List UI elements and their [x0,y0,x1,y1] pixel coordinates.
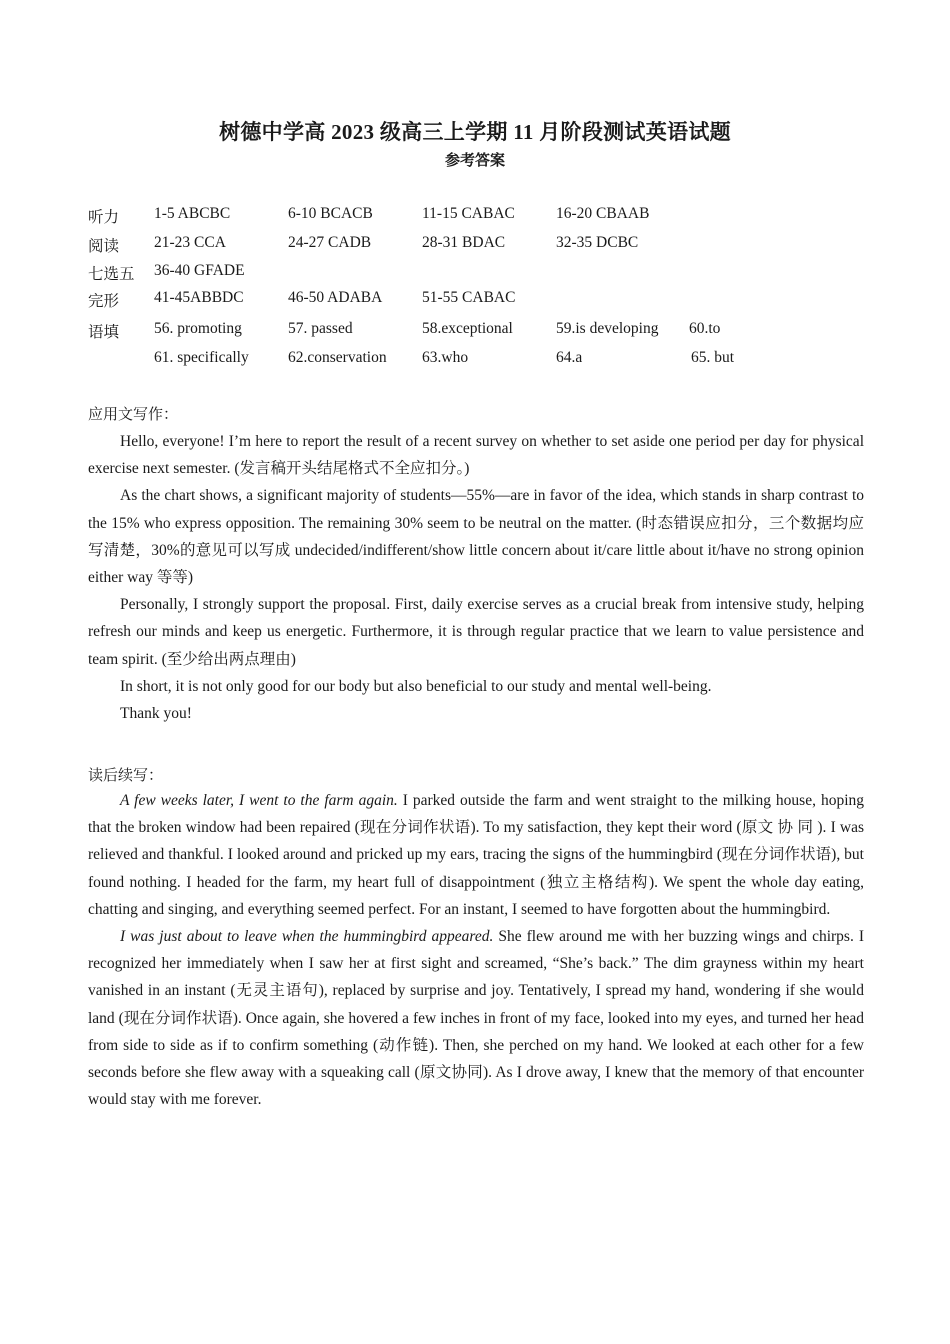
paragraph [88,923,864,1113]
answer-item: 63.who [422,349,469,366]
answer-item: 6-10 BCACB [288,205,373,222]
answer-item: 60.to [689,320,721,337]
paragraph: In short, it is not only good for our body but also beneficial to our study and mental well-being. [120,677,712,695]
answer-label: 听力 [88,209,120,226]
answer-item: 64.a [556,349,583,366]
answer-item: 58.exceptional [422,320,513,337]
paragraph: Personally, I strongly support the proposal. First, daily exercise serves as a crucial break from intensive study, helping refresh our minds and keep us energetic. Furthermore, it is through regular practice that we learn to value persistence and team spirit. (至少给出两点理由) [88,596,864,668]
answer-item: 61. specifically [154,349,249,366]
paragraph-lead-sentence: I was just about to leave when the hummingbird appeared. [120,928,494,946]
answer-row-grammar [88,320,868,342]
answer-item: 36-40 GFADE [154,262,245,279]
paragraph-body: She flew around me with her buzzing wings and chirps. I recognized her immediately when I saw her at first sight and screamed, “She’s back.” The dim grayness within my heart vanished in an instant (无灵主语句), replaced by surprise and joy. Tentatively, I spread my hand, wondering if she would land (现在分词作状语). Once again, she hovered a few inches in front of my face, looked into my eyes, and turned her head from side to side as if to confirm something (动作链). Then, she perched on my hand. We looked at each other for a few seconds before she flew away with a squeaking call (原文协同). As I drove away, I knew that the memory of that encounter would stay with me forever. [88,928,865,1109]
answer-item: 59.is developing [556,320,659,337]
section-label-continuation-writing: 读后续写： [88,768,164,784]
answer-label: 完形 [88,293,120,310]
answer-item: 65. but [691,349,735,366]
paragraph: Thank you! [120,705,192,723]
answer-row-listening [88,205,868,227]
answer-item: 41-45ABBDC [154,289,244,306]
page-title: 树德中学高 2023 级高三上学期 11 月阶段测试英语试题 [219,120,731,144]
practical-writing-sample [88,428,864,727]
answer-row-cloze [88,289,868,311]
continuation-writing-sample [88,787,864,1113]
answer-item: 1-5 ABCBC [154,205,231,222]
answer-row-seven-five [88,262,868,284]
section-label-practical-writing: 应用文写作： [88,407,179,423]
answer-item: 46-50 ADABA [288,289,383,306]
paragraph-body: I parked outside the farm and went straight to the milking house, hoping that the broken window had been repaired (现在分词作状语). To my satisfaction, they kept their word (原文 协 同 ). I was relieved and thankful. I looked around and pricked up my ears, tracing the signs of the hummingbird (现在分词作状语), but found nothing. I headed for the farm, my heart full of disappointment (独立主格结构). We spent the whole day eating, chatting and singing, and everything seemed perfect. For an instant, I seemed to have forgotten about the hummingbird. [88,792,864,918]
paragraph-lead-sentence: A few weeks later, I went to the farm again. [120,792,398,809]
answer-item: 16-20 CBAAB [556,205,650,222]
answer-item: 11-15 CABAC [422,205,515,222]
answer-item: 21-23 CCA [154,234,226,251]
answer-item: 62.conservation [288,349,387,366]
answer-item: 28-31 BDAC [422,234,506,251]
answer-item: 57. passed [288,320,353,337]
answer-item: 51-55 CABAC [422,289,516,306]
answer-label: 阅读 [88,238,120,255]
answer-item: 24-27 CADB [288,234,372,251]
answer-row-grammar-2 [88,349,868,371]
paragraph: Hello, everyone! I’m here to report the result of a recent survey on whether to set aside one period per day for physical exercise next semester. (发言稿开头结尾格式不全应扣分。) [88,433,864,478]
answer-label: 七选五 [88,266,135,283]
paragraph [88,787,864,923]
paragraph: As the chart shows, a significant majority of students—55%—are in favor of the idea, which stands in sharp contrast to the 15% who express opposition. The remaining 30% seem to be neutral on the matter. (时态错误应扣分，三个数据均应写清楚，30%的意见可以写成 undecided/indifferent/show little concern about it/care little about it/have no strong opinion either way 等等) [88,487,864,587]
answer-row-reading [88,234,868,256]
answer-item: 56. promoting [154,320,242,337]
answer-item: 32-35 DCBC [556,234,639,251]
answer-label: 语填 [88,324,120,341]
page-subtitle: 参考答案 [444,153,505,169]
